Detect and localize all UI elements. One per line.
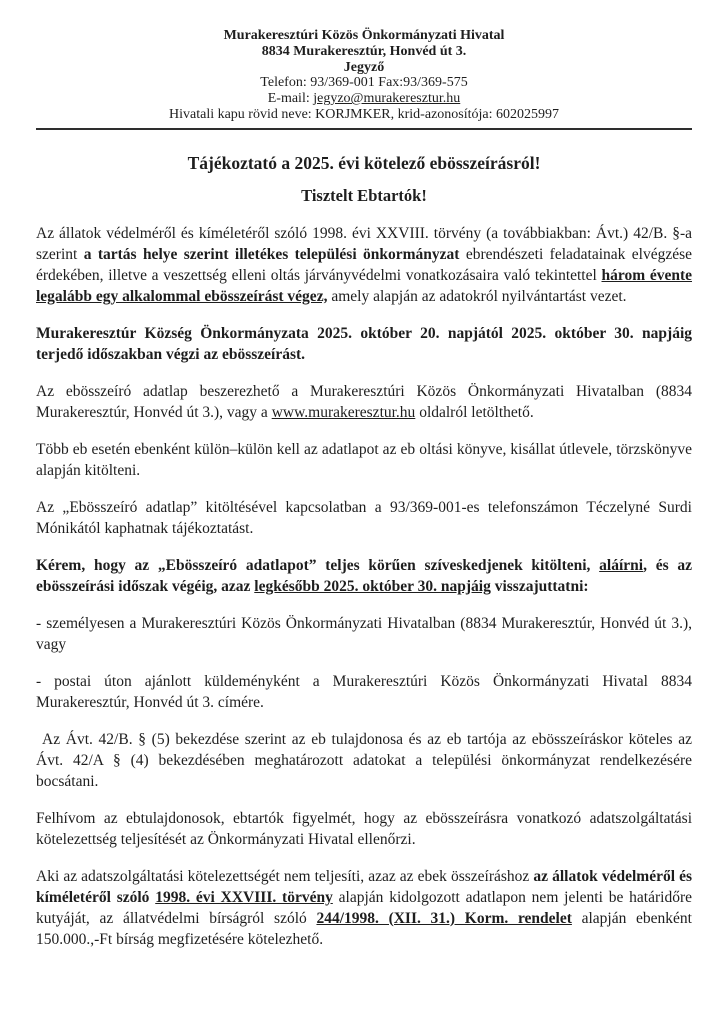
org-name: Murakeresztúri Közös Önkormányzati Hivatal [223, 28, 505, 43]
text-run: 244/1998. (XII. 31.) Korm. rendelet [316, 909, 572, 927]
text-run: a tartás helye szerint illetékes települési önkormányzat [83, 245, 460, 263]
text-run: oldalról letölthető. [415, 403, 534, 421]
text-run: az állatok védelméről és kíméletéről szóló [36, 867, 692, 906]
header-divider [36, 128, 692, 130]
text-run: aláírni [599, 556, 644, 574]
gateway-line: Hivatali kapu rövid neve: KORJMKER, krid-azonosítója: 602025997 [169, 106, 559, 122]
text-run: Aki az adatszolgáltatási kötelezettségét nem teljesíti, azaz az ebek összeíráshoz [36, 867, 534, 885]
paragraph-law-intro [36, 223, 692, 307]
text-run: Az „Ebösszeíró adatlap” kitöltésével kapcsolatban a 93/369-001-es telefonszámon Téczelyné Surdi Mónikától kaphatnak tájékoztatást. [36, 498, 692, 537]
paragraph-penalty [36, 866, 692, 950]
paragraph-return-request [36, 555, 692, 597]
document-title: Tájékoztató a 2025. évi kötelező ebösszeírásról! [187, 152, 541, 173]
paragraph-form-availability [36, 381, 692, 423]
letterhead [36, 28, 692, 123]
email-label: E-mail: [267, 91, 314, 107]
text-run: alapján kidolgozott adatlapon nem jelenti be határidőre kutyáját, az állatvédelmi bírságról szóló [36, 888, 692, 927]
phone-fax-line: Telefon: 93/369-001 Fax:93/369-575 [260, 75, 468, 91]
text-run: Murakeresztúr Község Önkormányzata 2025. október 20. napjától 2025. október 30. napjáig terjedő időszakban végzi az ebösszeírást. [36, 324, 692, 363]
email-address: jegyzo@murakeresztur.hu [313, 91, 461, 107]
paragraph-return-in-person [36, 613, 692, 655]
paragraph-census-period [36, 323, 692, 365]
paragraph-contact-info [36, 497, 692, 539]
org-address: 8834 Murakeresztúr, Honvéd út 3. [261, 43, 467, 59]
text-run: Az állatok védelméről és kíméletéről szóló 1998. évi XXVIII. törvény (a továbbiakban: Ávt.) 42/B. §-a szerint [36, 224, 692, 263]
text-run: Kérem, hogy az „Ebösszeíró adatlapot” teljes körűen szíveskedjenek kitölteni, [36, 556, 600, 574]
paragraph-compliance-check [36, 808, 692, 850]
text-run: - postai úton ajánlott küldeményként a Murakeresztúri Közös Önkormányzati Hivatal 8834 Murakeresztúr, Honvéd út 3. címére. [36, 672, 692, 711]
text-run: , és az ebösszeírási időszak végéig, azaz [36, 556, 692, 595]
email-line [36, 91, 692, 107]
text-run: legkésőbb 2025. október 30. napjáig [254, 577, 491, 595]
text-run: visszajuttatni: [490, 577, 589, 595]
document-body [36, 223, 692, 950]
text-run: három évente legalább egy alkalommal ebösszeírást végez, [36, 266, 692, 305]
text-run: 1998. évi XXVIII. törvény [155, 888, 333, 906]
text-run: - személyesen a Murakeresztúri Közös Önkormányzati Hivatalban (8834 Murakeresztúr, Honvéd út 3.), vagy [36, 614, 692, 653]
text-run: Felhívom az ebtulajdonosok, ebtartók figyelmét, hogy az ebösszeírásra vonatkozó adatszolgáltatási kötelezettség teljesítését az Önkormányzati Hivatal ellenőrzi. [36, 809, 692, 848]
text-run: Több eb esetén ebenként külön–külön kell az adatlapot az eb oltási könyve, kisállat útlevele, törzskönyve alapján kitölteni. [36, 440, 692, 479]
text-run: www.murakeresztur.hu [271, 403, 416, 421]
text-run: Az ebösszeíró adatlap beszerezhető a Murakeresztúri Közös Önkormányzati Hivatalban (8834 Murakeresztúr, Honvéd út 3.), vagy a [36, 382, 692, 421]
paragraph-data-obligation [36, 729, 692, 792]
org-role: Jegyző [343, 59, 385, 75]
text-run: amely alapján az adatokról nyilvántartást vezet. [327, 287, 627, 305]
text-run: alapján ebenként 150.000.,-Ft bírság megfizetésére kötelezhető. [36, 909, 692, 948]
text-run: ebrendészeti feladatainak elvégzése érdekében, illetve a veszettség elleni oltás járványvédelmi vonatkozásaira való tekintettel [36, 245, 692, 284]
text-run: Az Ávt. 42/B. § (5) bekezdése szerint az eb tulajdonosa és az eb tartója az ebösszeíráskor köteles az Ávt. 42/A § (4) bekezdésében meghatározott adatokat a települési önkormányzat rendelkezésére bocsátani. [36, 730, 692, 790]
paragraph-multiple-dogs [36, 439, 692, 481]
paragraph-return-by-post [36, 671, 692, 713]
salutation: Tisztelt Ebtartók! [301, 185, 427, 205]
